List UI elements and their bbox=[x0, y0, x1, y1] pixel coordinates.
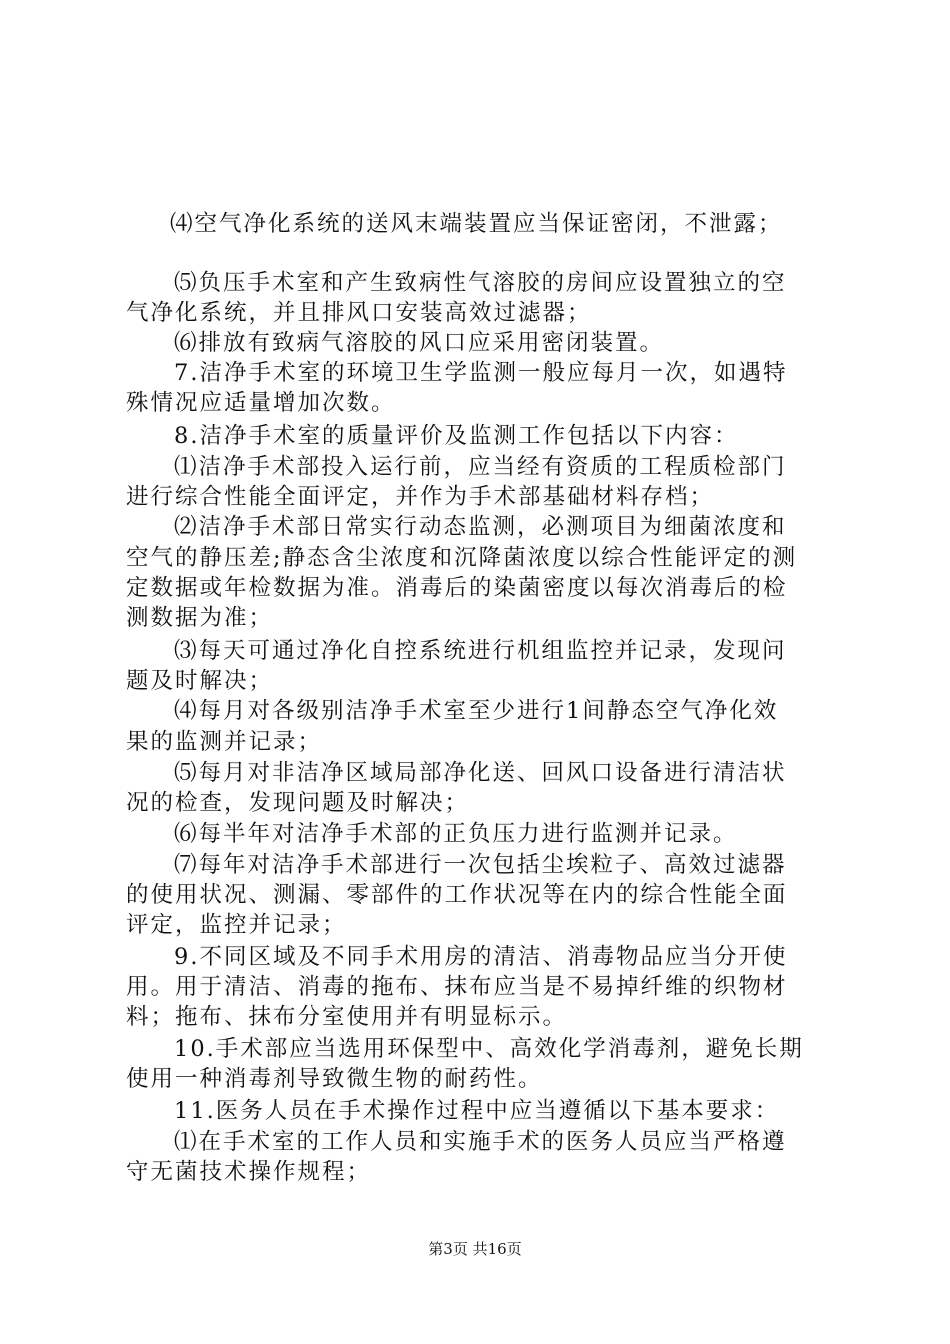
text-line: 7.洁净手术室的环境卫生学监测一般应每月一次，如遇特 bbox=[174, 360, 788, 386]
text-line: 守无菌技术操作规程； bbox=[126, 1159, 372, 1185]
text-line: 料；拖布、抹布分室使用并有明显标示。 bbox=[126, 1004, 568, 1030]
text-line: ⑴在手术室的工作人员和实施手术的医务人员应当严格遵 bbox=[174, 1129, 787, 1155]
text-line: 的使用状况、测漏、零部件的工作状况等在内的综合性能全面 bbox=[126, 882, 788, 908]
text-line: 定数据或年检数据为准。消毒后的染菌密度以每次消毒后的检 bbox=[126, 575, 788, 601]
text-line: 使用一种消毒剂导致微生物的耐药性。 bbox=[126, 1066, 543, 1092]
text-line: 评定，监控并记录； bbox=[126, 912, 347, 938]
text-line: 空气的静压差;静态含尘浓度和沉降菌浓度以综合性能评定的测 bbox=[126, 545, 798, 571]
text-line: 10.手术部应当选用环保型中、高效化学消毒剂，避免长期 bbox=[174, 1036, 804, 1062]
text-line: 11.医务人员在手术操作过程中应当遵循以下基本要求： bbox=[174, 1098, 780, 1124]
text-line: ⑹排放有致病气溶胶的风口应采用密闭装置。 bbox=[174, 330, 665, 356]
text-line: ⑸每月对非洁净区域局部净化送、回风口设备进行清洁状 bbox=[174, 760, 787, 786]
text-line: 气净化系统，并且排风口安装高效过滤器； bbox=[126, 300, 592, 326]
text-line: 题及时解决； bbox=[126, 668, 274, 694]
text-line: ⑷空气净化系统的送风末端装置应当保证密闭，不泄露； bbox=[170, 211, 783, 237]
page-number-footer: 第3页 共16页 bbox=[428, 1240, 522, 1258]
text-line: 果的监测并记录； bbox=[126, 729, 323, 755]
text-line: ⑴洁净手术部投入运行前，应当经有资质的工程质检部门 bbox=[174, 454, 787, 480]
text-line: 况的检查，发现问题及时解决； bbox=[126, 790, 470, 816]
text-line: ⑷每月对各级别洁净手术室至少进行1间静态空气净化效 bbox=[174, 698, 779, 724]
text-line: 进行综合性能全面评定，并作为手术部基础材料存档； bbox=[126, 484, 715, 510]
text-line: 用。用于清洁、消毒的拖布、抹布应当是不易掉纤维的织物材 bbox=[126, 974, 788, 1000]
text-line: 殊情况应适量增加次数。 bbox=[126, 390, 396, 416]
text-line: ⑵洁净手术部日常实行动态监测，必测项目为细菌浓度和 bbox=[174, 514, 787, 540]
text-line: ⑹每半年对洁净手术部的正负压力进行监测并记录。 bbox=[174, 821, 738, 847]
text-line: ⑸负压手术室和产生致病性气溶胶的房间应设置独立的空 bbox=[174, 270, 787, 296]
text-line: ⑺每年对洁净手术部进行一次包括尘埃粒子、高效过滤器 bbox=[174, 852, 787, 878]
text-line: 9.不同区域及不同手术用房的清洁、消毒物品应当分开使 bbox=[174, 944, 788, 970]
text-line: 测数据为准； bbox=[126, 605, 274, 631]
text-line: ⑶每天可通过净化自控系统进行机组监控并记录，发现问 bbox=[174, 638, 787, 664]
text-line: 8.洁净手术室的质量评价及监测工作包括以下内容： bbox=[174, 423, 739, 449]
